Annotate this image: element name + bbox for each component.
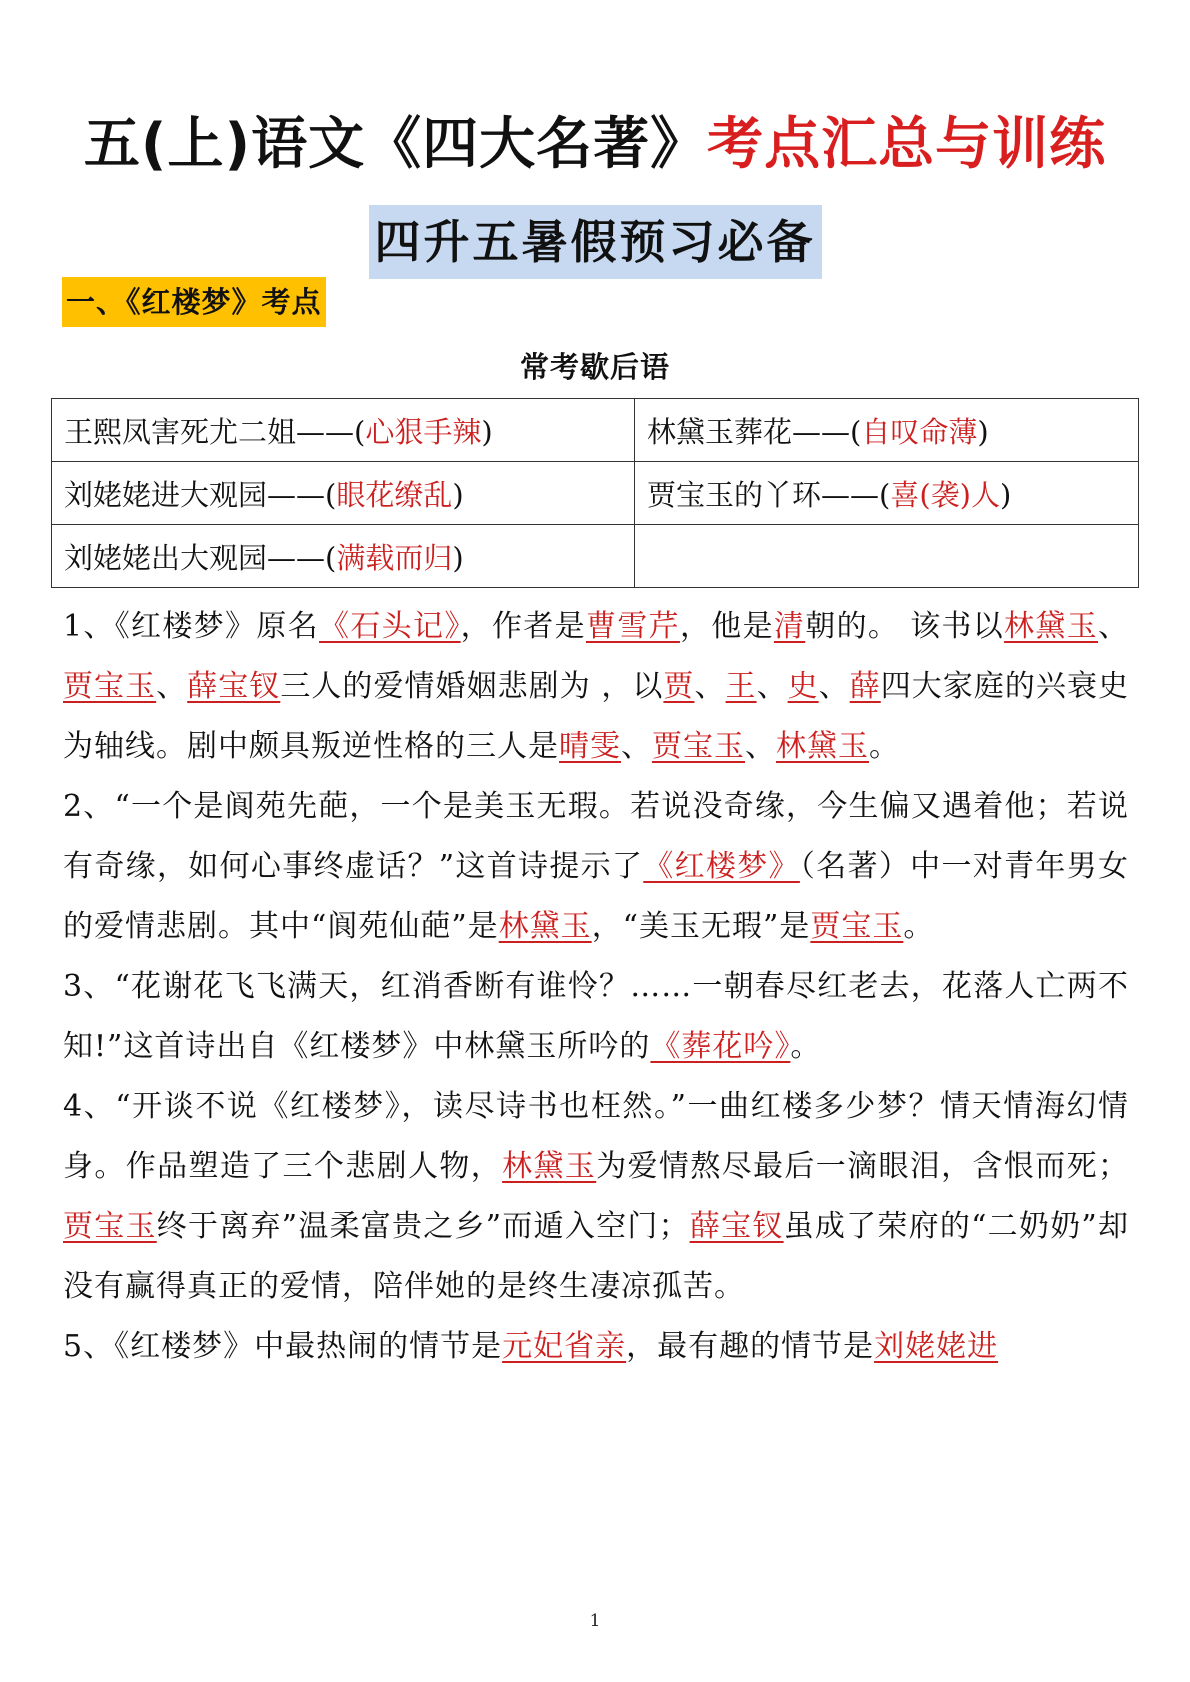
question-paragraph	[63, 957, 1129, 1077]
xiehouyu-question: 林黛玉葬花——	[647, 414, 851, 449]
xiehouyu-table	[51, 398, 1139, 588]
answer-underlined: 贾宝玉	[63, 1209, 157, 1244]
question-text: 2、“一个是阆苑先葩，一个是美玉无瑕。若说没奇缘，今生偏又遇着他；若说有奇缘，如何心事终虚话？”这首诗提示了	[63, 789, 1129, 884]
question-text: 4、“开谈不说《红楼梦》，读尽诗书也枉然。”一曲红楼多少梦？情天情海幻情身。作品塑造了三个悲剧人物，	[63, 1089, 1129, 1184]
question-text: 。	[869, 729, 900, 764]
table-title: 常考歇后语	[519, 350, 670, 384]
answer-underlined: 林黛玉	[502, 1149, 597, 1184]
question-text: 三人的爱情婚姻悲剧为 ，以	[280, 669, 664, 704]
question-text: 四大家庭的兴衰史为轴线。剧中颇具叛逆性格的三人是	[63, 669, 1130, 764]
answer-underlined: 曹雪芹	[585, 609, 680, 644]
table-cell-empty	[635, 525, 1139, 588]
subtitle-container	[0, 205, 1190, 279]
page-title	[0, 105, 1190, 185]
table-cell: 林黛玉葬花——(自叹命薄)	[635, 399, 1139, 462]
title-main: 五(上)语文《四大名著》	[83, 112, 708, 177]
question-text: 5、《红楼梦》中最热闹的情节是	[63, 1329, 503, 1364]
question-text: 1、《红楼梦》原名	[63, 609, 320, 644]
answer-underlined: 薛宝钗	[689, 1209, 784, 1244]
answer-underlined: 林黛玉	[498, 909, 592, 944]
question-text: 、	[756, 669, 788, 704]
xiehouyu-answer: 满载而归	[336, 540, 453, 575]
question-text: 、	[694, 669, 726, 704]
answer-underlined: 贾	[663, 669, 695, 704]
xiehouyu-question: 刘姥姥进大观园——	[64, 477, 326, 512]
answer-underlined: 林黛玉	[776, 729, 869, 764]
subtitle: 四升五暑假预习必备	[369, 205, 822, 279]
question-paragraph	[63, 597, 1129, 777]
question-text: ，他是	[679, 609, 774, 644]
question-text: 、	[745, 729, 776, 764]
answer-underlined: 史	[787, 669, 819, 704]
answer-underlined: 刘姥姥进	[874, 1329, 999, 1364]
answer-underlined: 晴雯	[559, 729, 621, 764]
answer-underlined: 贾宝玉	[810, 909, 904, 944]
answer-underlined: 薛宝钗	[187, 669, 281, 704]
xiehouyu-answer: 心狠手辣	[365, 414, 482, 449]
question-text: 、	[156, 669, 188, 704]
page-number: 1	[589, 1611, 601, 1631]
question-text: 虽成了荣府的“二奶奶”却没有赢得真正的爱情，陪伴她的是终生凄凉孤苦。	[63, 1209, 1130, 1304]
question-text: 为爱情熬尽最后一滴眼泪，含恨而死；	[596, 1149, 1130, 1184]
xiehouyu-answer: 眼花缭乱	[336, 477, 453, 512]
table-row	[52, 525, 1139, 588]
question-paragraph	[63, 1317, 1129, 1377]
answer-underlined: 《葬花吟》	[650, 1029, 791, 1064]
question-text: 、	[818, 669, 850, 704]
xiehouyu-table-body	[52, 399, 1139, 588]
answer-underlined: 王	[725, 669, 757, 704]
table-cell: 贾宝玉的丫环——(喜(袭)人)	[635, 462, 1139, 525]
table-row	[52, 462, 1139, 525]
answer-underlined: 薛	[849, 669, 881, 704]
question-text: （名著）中一对青年男女的爱情悲剧。其中“阆苑仙葩”是	[63, 849, 1130, 944]
table-cell: 刘姥姥出大观园——(满载而归)	[52, 525, 635, 588]
xiehouyu-answer: 喜(袭)人	[890, 477, 1000, 512]
answer-underlined: 清	[773, 609, 806, 644]
xiehouyu-question: 贾宝玉的丫环——	[647, 477, 880, 512]
question-list	[63, 597, 1129, 1377]
question-paragraph	[63, 777, 1129, 957]
question-text: 朝的。 该书以	[805, 609, 1005, 644]
table-cell: 刘姥姥进大观园——(眼花缭乱)	[52, 462, 635, 525]
xiehouyu-question: 王熙凤害死尤二姐——	[64, 414, 355, 449]
question-paragraph	[63, 1077, 1129, 1317]
question-text: 终于离弃”温柔富贵之乡”而遁入空门；	[156, 1209, 690, 1244]
answer-underlined: 元妃省亲	[502, 1329, 627, 1364]
answer-underlined: 贾宝玉	[63, 669, 157, 704]
answer-underlined: 《红楼梦》	[643, 849, 800, 884]
section-heading: 一、《红楼梦》考点	[62, 277, 326, 327]
question-text: 。	[903, 909, 935, 944]
question-text: ，最有趣的情节是	[626, 1329, 875, 1364]
answer-underlined: 贾宝玉	[652, 729, 745, 764]
table-row	[52, 399, 1139, 462]
answer-underlined: 林黛玉	[1004, 609, 1099, 644]
question-text: 3、“花谢花飞飞满天，红消香断有谁怜？……一朝春尽红老去，花落人亡两不知!”这首诗出自《红楼梦》中林黛玉所吟的	[63, 969, 1129, 1064]
question-text: ，作者是	[460, 609, 586, 644]
xiehouyu-answer: 自叹命薄	[861, 414, 978, 449]
question-text: 、	[1098, 609, 1130, 644]
xiehouyu-question: 刘姥姥出大观园——	[64, 540, 326, 575]
title-highlight: 考点汇总与训练	[707, 112, 1107, 177]
question-text: 。	[790, 1029, 822, 1064]
table-cell: 王熙凤害死尤二姐——(心狠手辣)	[52, 399, 635, 462]
question-text: 、	[621, 729, 652, 764]
answer-underlined: 《石头记》	[319, 609, 461, 644]
question-text: ，“美玉无瑕”是	[591, 909, 811, 944]
